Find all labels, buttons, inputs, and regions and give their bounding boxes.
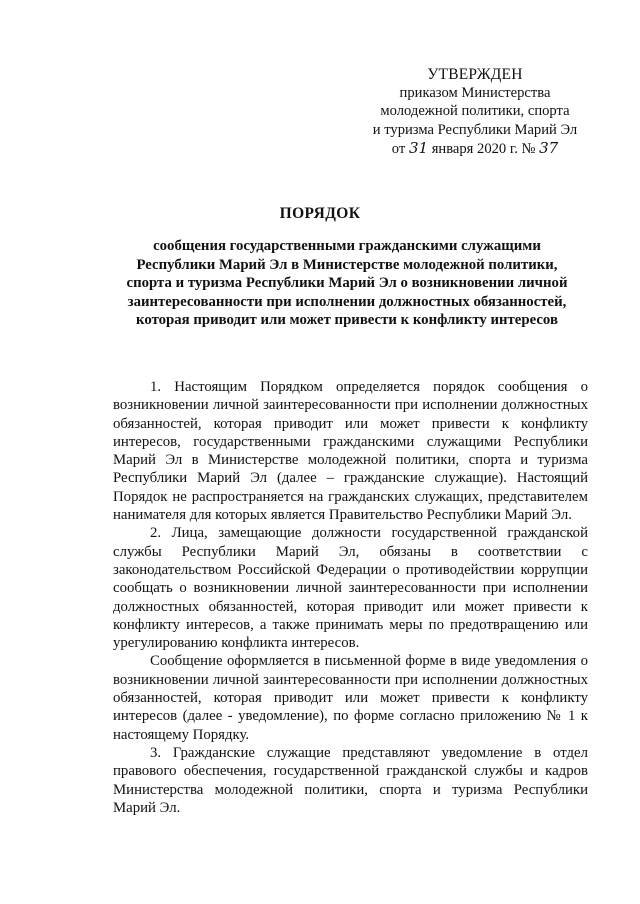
document-subtitle: сообщения государственными гражданскими служащими Республики Марий Эл в Министерстве молодежной политики, спорта и туризма Республики Марий Эл о возникновении личной заинтересованности при исполнении должностных обязанностей, которая приводит или может привести к конфликту интересов	[126, 238, 568, 329]
paragraph-2: 2. Лица, замещающие должности государственной гражданской службы Республики Марий Эл, обязаны в соответствии с законодательством Российской Федерации о противодействии коррупции сообщать о возникновении личной заинтересованности при исполнении должностных обязанностей, которая приводит или может привести к конфликту интересов, а также принимать меры по предотвращению или урегулированию конфликта интересов.	[113, 525, 588, 652]
approval-number-handwritten: 37	[539, 138, 559, 157]
approval-day-handwritten: 31	[408, 138, 429, 157]
paragraph-1: 1. Настоящим Порядком определяется порядок сообщения о возникновении личной заинтересованности при исполнении должностных обязанностей, которая приводит или может привести к конфликту интересов, государственными гражданскими служащими Республики Марий Эл в Министерстве молодежной политики, спорта и туризма Республики Марий Эл (далее – гражданские служащие). Настоящий Порядок не распространяется на гражданских служащих, представителем нанимателя для которых является Правительство Республики Марий Эл.	[113, 379, 588, 524]
approval-stamp-block	[355, 66, 595, 158]
document-title: ПОРЯДОК	[279, 205, 361, 222]
paragraph-2-continuation: Сообщение оформляется в письменной форме в виде уведомления о возникновении личной заинтересованности при исполнении должностных обязанностей, которая приводит или может привести к конфликту интересов (далее - уведомление), по форме согласно приложению № 1 к настоящему Порядку.	[113, 653, 588, 743]
document-body	[113, 378, 588, 817]
approval-date-line	[355, 139, 595, 158]
approval-date-rest: января 2020 г. №	[431, 140, 536, 157]
approval-line-1: приказом Министерства	[399, 85, 551, 102]
approval-title: УТВЕРЖДЕН	[427, 66, 523, 83]
approval-line-2: молодежной политики, спорта	[380, 103, 570, 120]
approval-date-prefix: от	[391, 140, 406, 157]
paragraph-3: 3. Гражданские служащие представляют уведомление в отдел правового обеспечения, государственной гражданской службы и кадров Министерства молодежной политики, спорта и туризма Республики Марий Эл.	[113, 744, 588, 816]
approval-line-3: и туризма Республики Марий Эл	[372, 121, 578, 138]
